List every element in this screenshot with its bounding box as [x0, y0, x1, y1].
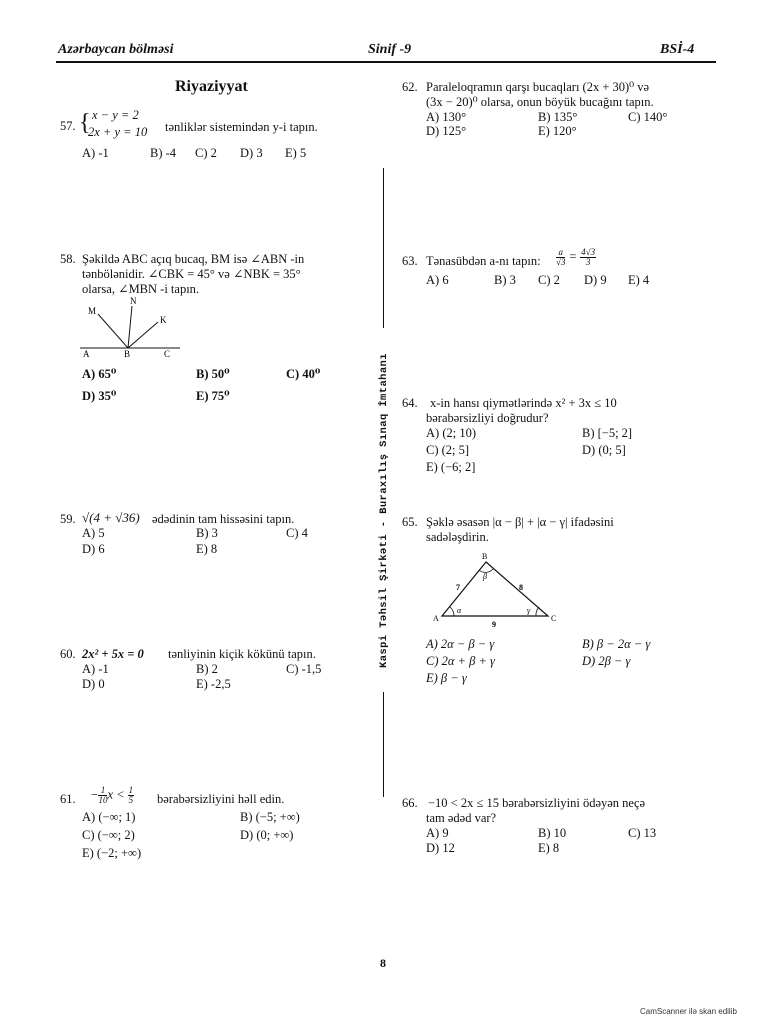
q59-number: 59.	[60, 512, 76, 526]
q59-option: A) 5	[82, 526, 105, 540]
q63-option: A) 6	[426, 273, 449, 287]
q58-label-c: C	[164, 349, 171, 358]
q58-angle-figure	[80, 296, 190, 358]
q59-option: B) 3	[196, 526, 218, 540]
q60-option: A) -1	[82, 662, 109, 676]
q60-text: tənliyinin kiçik kökünü tapın.	[168, 647, 316, 661]
q62-option: D) 125°	[426, 124, 467, 138]
q64-option: A) (2; 10)	[426, 426, 476, 440]
q65-label-c: C	[551, 614, 557, 623]
q57-text: tənliklər sistemindən y-i tapın.	[165, 120, 318, 134]
q65-label-a: A	[433, 614, 439, 623]
q60-expression: 2x² + 5x = 0	[82, 647, 144, 661]
q58-option: A) 65⁰	[82, 367, 117, 381]
q62-line2: (3x − 20)⁰ olarsa, onun böyük bucağını tapın.	[426, 95, 654, 109]
q57-option: A) -1	[82, 146, 109, 160]
q57-eq1: x − y = 2	[92, 108, 139, 122]
brace-icon: {	[79, 110, 91, 136]
q62-option: E) 120°	[538, 124, 577, 138]
q61-frac1-num: 1	[98, 786, 107, 796]
q61-text: bərabərsizliyini həll edin.	[157, 792, 285, 806]
q63-frac-b-num: 4√3	[581, 247, 596, 257]
q63-frac-a-num: a	[556, 248, 565, 258]
q58-label-k: K	[160, 315, 167, 325]
q60-option: B) 2	[196, 662, 218, 676]
q59-text: ədədinin tam hissəsini tapın.	[152, 512, 295, 526]
q63-option: C) 2	[538, 273, 560, 287]
q66-number: 66.	[402, 796, 418, 810]
q65-triangle-figure	[430, 550, 565, 632]
header-code: BSİ-4	[660, 42, 695, 57]
q64-line2: bərabərsizliyi doğrudur?	[426, 411, 549, 425]
q64-number: 64.	[402, 396, 418, 410]
q66-option: E) 8	[538, 841, 560, 855]
q62-option: A) 130°	[426, 110, 467, 124]
q62-option: C) 140°	[628, 110, 668, 124]
q64-option: E) (−6; 2]	[426, 460, 476, 474]
q65-number: 65.	[402, 515, 418, 529]
q63-number: 63.	[402, 254, 418, 268]
q61-option: E) (−2; +∞)	[82, 846, 142, 860]
q57-option: B) -4	[150, 146, 177, 160]
q64-line1: x-in hansı qiymətlərində x² + 3x ≤ 10	[430, 396, 617, 410]
q62-number: 62.	[402, 80, 418, 94]
q66-option: A) 9	[426, 826, 449, 840]
q59-option: D) 6	[82, 542, 105, 556]
q63-option: D) 9	[584, 273, 607, 287]
q66-option: D) 12	[426, 841, 455, 855]
q58-option: D) 35⁰	[82, 389, 117, 403]
q61-frac2-num: 1	[128, 785, 134, 795]
q61-expr-mid: x <	[107, 787, 125, 802]
q63-frac-b-den: 3	[585, 257, 591, 267]
vertical-side-text: Kaspi Təhsil Şirkəti - Buraxılış Sınaq İmtahanı	[378, 353, 390, 668]
q58-label-m: M	[88, 306, 97, 316]
q63-option: B) 3	[494, 273, 516, 287]
q65-option: B) β − 2α − γ	[582, 637, 651, 651]
q58-line2: tənbölənidir. ∠CBK = 45° və ∠NBK = 35°	[82, 267, 301, 281]
q57-eq2: 2x + y = 10	[88, 125, 148, 139]
q61-expression: − $\frac{1}{10}$ x < $\frac{1}{5}$	[90, 785, 134, 805]
q58-line3: olarsa, ∠MBN -i tapın.	[82, 282, 200, 296]
q58-number: 58.	[60, 252, 76, 266]
q66-option: B) 10	[538, 826, 567, 840]
q61-option: A) (−∞; 1)	[82, 810, 136, 824]
q63-proportion: $\frac{a}{√3}$ = $\frac{4√3}{3}$	[556, 247, 596, 267]
subject-title: Riyaziyyat	[175, 78, 248, 95]
q57-number: 57.	[60, 119, 76, 133]
q60-option: D) 0	[82, 677, 105, 691]
q65-label-gamma: γ	[527, 606, 531, 615]
q57-option: E) 5	[285, 146, 307, 160]
q58-line1: Şəkildə ABC açıq bucaq, BM isə ∠ABN -in	[82, 252, 305, 266]
q65-line2: sadələşdirin.	[426, 530, 489, 544]
header-rule	[56, 61, 716, 63]
q65-option: D) 2β − γ	[582, 654, 631, 668]
q65-label-b: B	[482, 552, 488, 561]
q58-option: E) 75⁰	[196, 389, 230, 403]
q62-line1: Paraleloqramın qarşı bucaqları (2x + 30)⁰ və	[426, 80, 650, 94]
q65-label-beta: β	[483, 572, 487, 581]
q64-option: D) (0; 5]	[582, 443, 626, 457]
q65-label-side-8: 8	[519, 583, 523, 592]
q64-option: B) [−5; 2]	[582, 426, 633, 440]
q57-option: C) 2	[195, 146, 217, 160]
column-divider-top	[383, 168, 384, 328]
column-divider-bottom	[383, 692, 384, 797]
page-number: 8	[380, 956, 386, 970]
q61-frac2-den: 5	[128, 795, 134, 805]
q63-text: Tənasübdən a-nı tapın:	[426, 254, 541, 268]
q58-option: B) 50⁰	[196, 367, 230, 381]
q59-expression: √(4 + √36)	[82, 510, 140, 525]
q66-line2: tam ədəd var?	[426, 811, 497, 825]
scanner-watermark: CamScanner ilə skan edilib	[640, 1007, 737, 1016]
q66-line1: −10 < 2x ≤ 15 bərabərsizliyini ödəyən neçə	[428, 796, 646, 810]
q58-label-a: A	[83, 349, 90, 358]
q63-frac-a-den: √3	[556, 257, 566, 267]
q65-option: E) β − γ	[426, 671, 467, 685]
header-grade: Sinif -9	[368, 42, 412, 57]
q61-option: C) (−∞; 2)	[82, 828, 135, 842]
q63-option: E) 4	[628, 273, 650, 287]
q60-option: C) -1,5	[286, 662, 322, 676]
q66-option: C) 13	[628, 826, 657, 840]
q61-option: B) (−5; +∞)	[240, 810, 300, 824]
q60-number: 60.	[60, 647, 76, 661]
q61-option: D) (0; +∞)	[240, 828, 294, 842]
q58-label-n: N	[130, 296, 137, 306]
q65-label-side-7: 7	[456, 583, 460, 592]
q60-option: E) -2,5	[196, 677, 231, 691]
q58-option: C) 40⁰	[286, 367, 321, 381]
q65-line1: Şəklə əsasən |α − β| + |α − γ| ifadəsini	[426, 515, 614, 529]
q59-option: E) 8	[196, 542, 218, 556]
q65-label-alpha: α	[457, 606, 462, 615]
q59-option: C) 4	[286, 526, 308, 540]
q65-label-side-9: 9	[492, 620, 496, 629]
q65-option: C) 2α + β + γ	[426, 654, 495, 668]
q61-frac1-den: 10	[98, 795, 108, 805]
q65-option: A) 2α − β − γ	[426, 637, 495, 651]
q64-option: C) (2; 5]	[426, 443, 470, 457]
q61-number: 61.	[60, 792, 76, 806]
header-section: Azərbaycan bölməsi	[58, 42, 174, 57]
q57-option: D) 3	[240, 146, 263, 160]
q58-label-b: B	[124, 349, 131, 358]
q62-option: B) 135°	[538, 110, 578, 124]
